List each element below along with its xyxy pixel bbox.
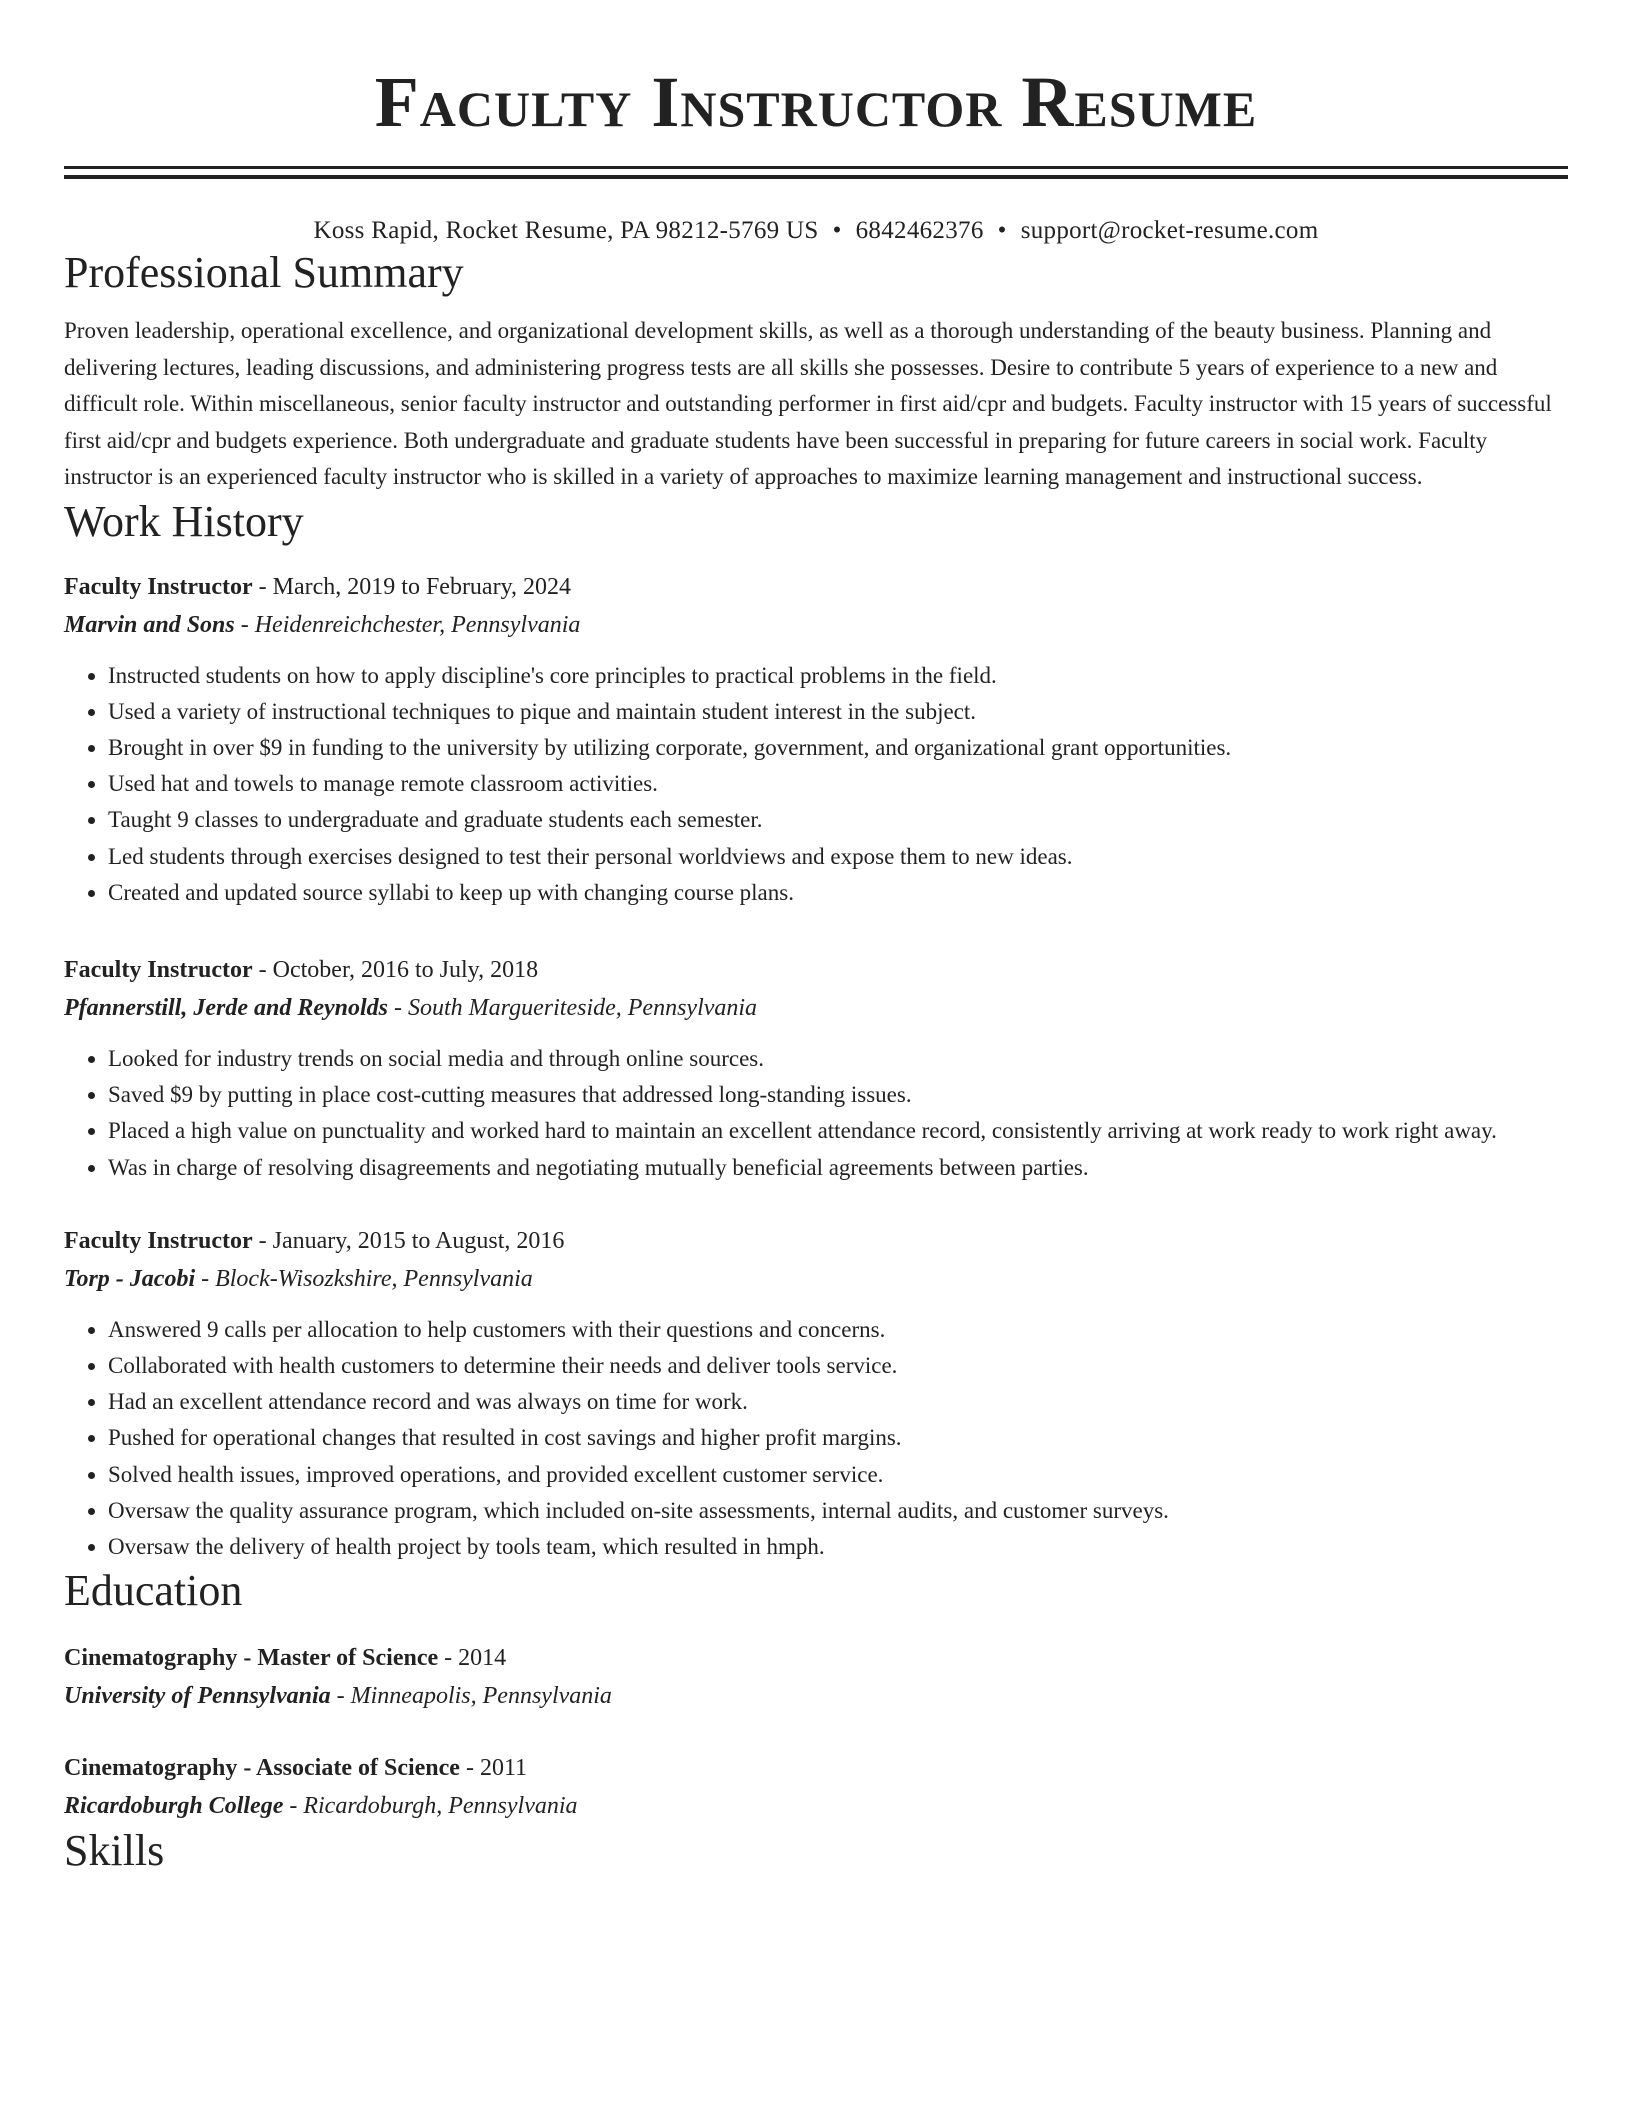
- job-company: Torp - Jacobi: [64, 1265, 196, 1292]
- list-item: • Brought in over $9 in funding to the university by utilizing corporate, government, and organizational grant opportunities.: [108, 730, 1568, 766]
- job-title-line: [64, 951, 1568, 989]
- job-duties-list: [64, 1041, 1568, 1186]
- list-item: • Solved health issues, improved operations, and provided excellent customer service.: [108, 1457, 1568, 1493]
- job-entry: [64, 1222, 1568, 1565]
- education-degree-line: [64, 1639, 1568, 1677]
- list-item: • Pushed for operational changes that resulted in cost savings and higher profit margins.: [108, 1420, 1568, 1456]
- education-location: - Ricardoburgh, Pennsylvania: [283, 1793, 578, 1820]
- job-location: - South Margueriteside, Pennsylvania: [388, 994, 758, 1021]
- job-location: - Block-Wisozkshire, Pennsylvania: [195, 1265, 533, 1292]
- list-item: • Saved $9 by putting in place cost-cutting measures that addressed long-standing issues.: [108, 1077, 1568, 1113]
- job-company: Marvin and Sons: [64, 611, 235, 638]
- list-item: • Looked for industry trends on social media and through online sources.: [108, 1041, 1568, 1077]
- education-school-line: [64, 1677, 1568, 1715]
- list-item: • Oversaw the delivery of health project by tools team, which resulted in hmph.: [108, 1529, 1568, 1565]
- education-degree: Cinematography - Associate of Science: [64, 1755, 460, 1782]
- job-title-line: [64, 568, 1568, 606]
- list-item: • Answered 9 calls per allocation to help customers with their questions and concerns.: [108, 1312, 1568, 1348]
- education-degree-line: [64, 1749, 1568, 1787]
- list-item: • Taught 9 classes to undergraduate and graduate students each semester.: [108, 802, 1568, 838]
- job-company-line: [64, 1260, 1568, 1298]
- education-year: - 2011: [459, 1755, 528, 1782]
- job-title-line: [64, 1222, 1568, 1260]
- list-item: • Was in charge of resolving disagreements and negotiating mutually beneficial agreements between parties.: [108, 1150, 1568, 1186]
- education-entry: [64, 1749, 1568, 1825]
- education-year: - 2014: [438, 1645, 507, 1672]
- list-item: • Instructed students on how to apply discipline's core principles to practical problems in the field.: [108, 658, 1568, 694]
- job-entry: [64, 568, 1568, 911]
- resume-title: Faculty Instructor Resume: [374, 62, 1258, 142]
- job-duties-list: [64, 658, 1568, 911]
- contact-separator: •: [832, 217, 842, 244]
- contact-line: [64, 215, 1568, 247]
- education-school: Ricardoburgh College: [64, 1793, 284, 1820]
- section-heading-education: Education: [64, 1566, 243, 1616]
- job-dates: - January, 2015 to August, 2016: [252, 1227, 565, 1254]
- job-role: Faculty Instructor: [64, 1227, 253, 1254]
- education-degree: Cinematography - Master of Science: [64, 1645, 439, 1672]
- title-divider-top: [64, 166, 1568, 169]
- title-divider-bottom: [64, 175, 1568, 179]
- section-heading-skills: Skills: [64, 1826, 165, 1876]
- job-dates: - March, 2019 to February, 2024: [252, 573, 572, 600]
- job-role: Faculty Instructor: [64, 956, 253, 983]
- list-item: • Collaborated with health customers to determine their needs and deliver tools service.: [108, 1348, 1568, 1384]
- job-company-line: [64, 989, 1568, 1027]
- section-heading-summary: Professional Summary: [64, 248, 464, 297]
- education-school-line: [64, 1787, 1568, 1825]
- list-item: • Oversaw the quality assurance program, which included on-site assessments, internal audits, and customer surveys.: [108, 1493, 1568, 1529]
- contact-address: Koss Rapid, Rocket Resume, PA 98212-5769 US: [313, 217, 819, 244]
- section-heading-work-history: Work History: [64, 496, 304, 546]
- contact-email: support@rocket-resume.com: [1020, 217, 1319, 244]
- job-company: Pfannerstill, Jerde and Reynolds: [64, 994, 389, 1021]
- job-dates: - October, 2016 to July, 2018: [252, 956, 539, 983]
- job-entry: [64, 951, 1568, 1186]
- list-item: • Created and updated source syllabi to keep up with changing course plans.: [108, 875, 1568, 911]
- summary-text: Proven leadership, operational excellence, and organizational development skills, as well as a thorough understanding of the beauty business. Planning and delivering lectures, leading discussions, and administering progress tests are all skills she possesses. Desire to contribute 5 years of experience to a new and difficult role. Within miscellaneous, senior faculty instructor and outstanding performer in first aid/cpr and budgets. Faculty instructor with 15 years of successful first aid/cpr and budgets experience. Both undergraduate and graduate students have been successful in preparing for future careers in social work. Faculty instructor is an experienced faculty instructor who is skilled in a variety of approaches to maximize learning management and instructional success.: [64, 318, 1552, 489]
- contact-phone: 6842462376: [855, 217, 984, 244]
- list-item: • Used hat and towels to manage remote classroom activities.: [108, 766, 1568, 802]
- list-item: • Led students through exercises designed to test their personal worldviews and expose them to new ideas.: [108, 839, 1568, 875]
- contact-separator: •: [997, 217, 1007, 244]
- job-role: Faculty Instructor: [64, 573, 253, 600]
- list-item: • Had an excellent attendance record and was always on time for work.: [108, 1384, 1568, 1420]
- list-item: • Used a variety of instructional techniques to pique and maintain student interest in the subject.: [108, 694, 1568, 730]
- job-location: - Heidenreichchester, Pennsylvania: [234, 611, 581, 638]
- education-location: - Minneapolis, Pennsylvania: [330, 1683, 612, 1710]
- job-company-line: [64, 606, 1568, 644]
- list-item: • Placed a high value on punctuality and worked hard to maintain an excellent attendance record, consistently arriving at work ready to work right away.: [108, 1113, 1568, 1149]
- job-duties-list: [64, 1312, 1568, 1565]
- education-entry: [64, 1639, 1568, 1715]
- education-school: University of Pennsylvania: [64, 1683, 331, 1710]
